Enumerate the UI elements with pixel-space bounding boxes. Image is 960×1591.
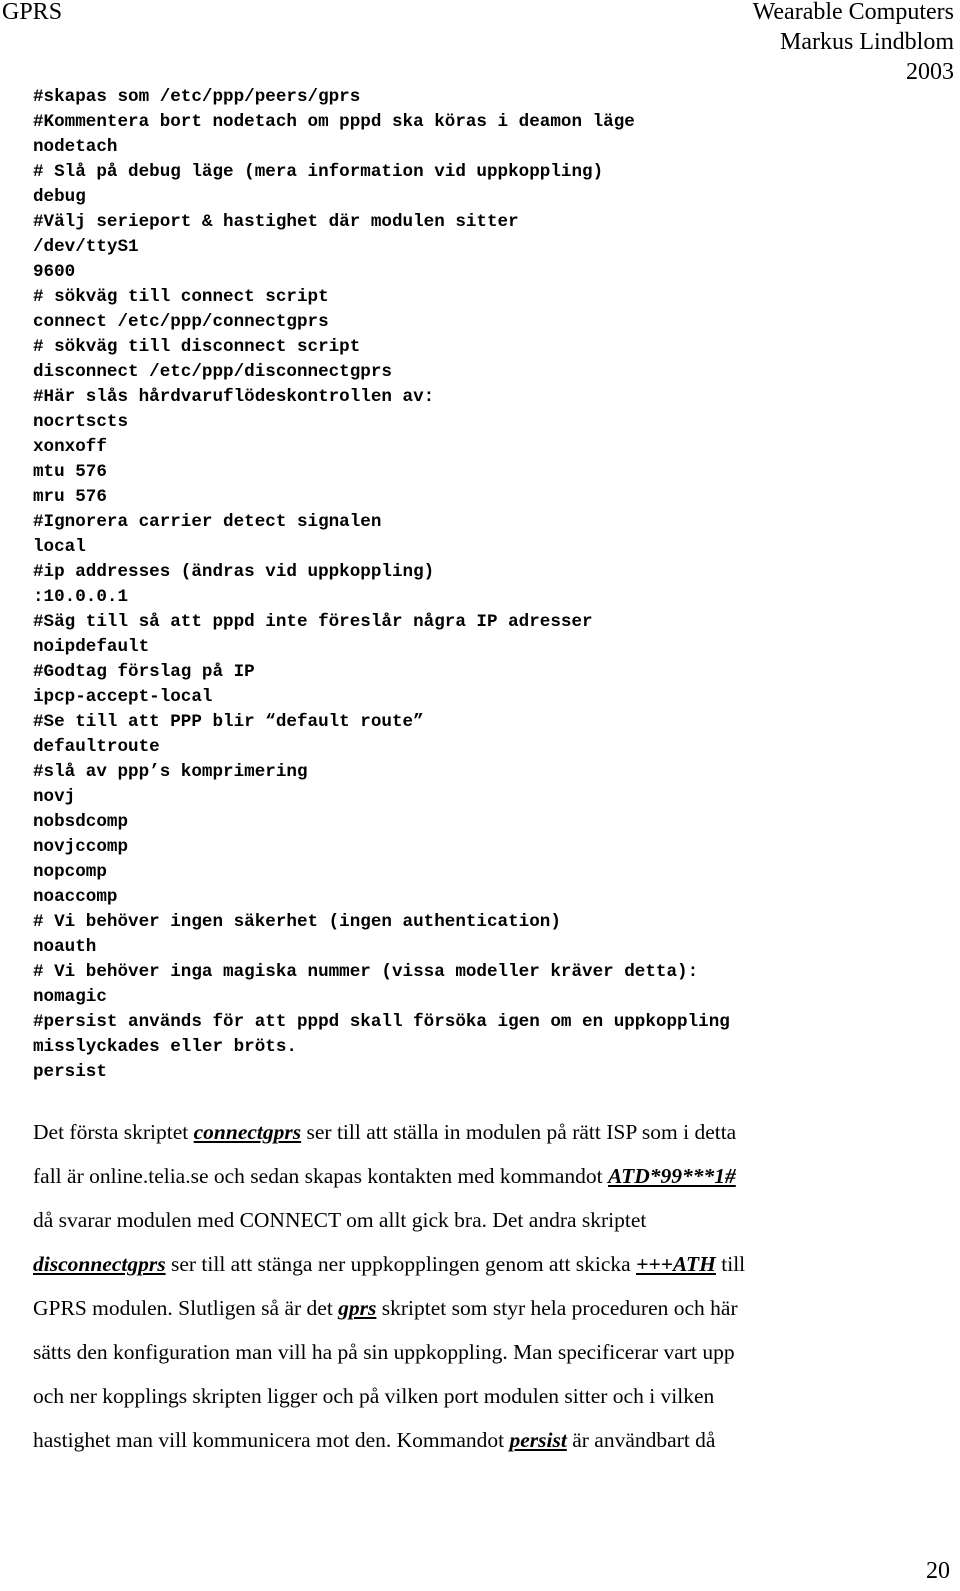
code-line: mtu 576 xyxy=(33,462,107,482)
code-line: #Här slås hårdvaruflödeskontrollen av: xyxy=(33,387,435,407)
code-line: # sökväg till disconnect script xyxy=(33,337,361,357)
code-line: 9600 xyxy=(33,262,76,282)
text-run: till xyxy=(715,1252,746,1276)
paragraph-line: då svarar modulen med CONNECT om allt gick bra. Det andra skriptet xyxy=(33,1208,647,1232)
config-code-block xyxy=(33,85,953,1085)
page-number: 20 xyxy=(926,1558,950,1584)
code-line: #Säg till så att pppd inte föreslår några IP adresser xyxy=(33,612,593,632)
code-line: noaccomp xyxy=(33,887,118,907)
paragraph-line xyxy=(33,1164,933,1208)
code-line: #persist används för att pppd skall försöka igen om en uppkoppling xyxy=(33,1012,730,1032)
code-line: #Välj serieport & hastighet där modulen sitter xyxy=(33,212,519,232)
paragraph-line: sätts den konfiguration man vill ha på sin uppkoppling. Man specificerar vart upp xyxy=(33,1340,735,1364)
code-line: mru 576 xyxy=(33,487,107,507)
text-run: fall är online.telia.se och sedan skapas kontakten med kommandot xyxy=(33,1164,608,1188)
code-line: nomagic xyxy=(33,987,107,1007)
header-author: Markus Lindblom xyxy=(780,29,954,55)
code-line: defaultroute xyxy=(33,737,160,757)
code-line: #Godtag förslag på IP xyxy=(33,662,255,682)
code-line: #Kommentera bort nodetach om pppd ska köras i deamon läge xyxy=(33,112,635,132)
code-line: noauth xyxy=(33,937,97,957)
code-line: disconnect /etc/ppp/disconnectgprs xyxy=(33,362,392,382)
code-line: noipdefault xyxy=(33,637,150,657)
code-line: #Ignorera carrier detect signalen xyxy=(33,512,382,532)
paragraph-line xyxy=(33,1120,933,1164)
code-line: persist xyxy=(33,1062,107,1082)
paragraph-line xyxy=(33,1252,933,1296)
text-run: GPRS modulen. Slutligen så är det xyxy=(33,1296,339,1320)
code-line: :10.0.0.1 xyxy=(33,587,129,607)
paragraph-line xyxy=(33,1296,933,1340)
code-line: nobsdcomp xyxy=(33,812,129,832)
code-line: #Se till att PPP blir “default route” xyxy=(33,712,424,732)
code-line: # sökväg till connect script xyxy=(33,287,329,307)
text-run: ser till att stänga ner uppkopplingen genom att skicka xyxy=(165,1252,637,1276)
code-line: novjccomp xyxy=(33,837,129,857)
text-run: ser till att ställa in modulen på rätt ISP som i detta xyxy=(301,1120,737,1144)
keyword-disconnectgprs: disconnectgprs xyxy=(33,1252,166,1276)
code-line: novj xyxy=(33,787,76,807)
keyword-gprs: gprs xyxy=(338,1296,377,1320)
code-line: ipcp-accept-local xyxy=(33,687,213,707)
code-line: nodetach xyxy=(33,137,118,157)
text-run: skriptet som styr hela proceduren och här xyxy=(376,1296,738,1320)
code-line: nopcomp xyxy=(33,862,107,882)
code-line: xonxoff xyxy=(33,437,107,457)
paragraph-line xyxy=(33,1428,933,1472)
code-line: #slå av ppp’s komprimering xyxy=(33,762,308,782)
code-line: nocrtscts xyxy=(33,412,129,432)
code-line: connect /etc/ppp/connectgprs xyxy=(33,312,329,332)
code-line: # Vi behöver inga magiska nummer (vissa modeller kräver detta): xyxy=(33,962,699,982)
keyword-connectgprs: connectgprs xyxy=(193,1120,302,1144)
code-line: /dev/ttyS1 xyxy=(33,237,139,257)
keyword-persist: persist xyxy=(509,1428,567,1452)
code-line: debug xyxy=(33,187,86,207)
code-line: misslyckades eller bröts. xyxy=(33,1037,297,1057)
code-line: # Slå på debug läge (mera information vid uppkoppling) xyxy=(33,162,604,182)
text-run: Det första skriptet xyxy=(33,1120,194,1144)
code-line: #ip addresses (ändras vid uppkoppling) xyxy=(33,562,435,582)
text-run: är användbart då xyxy=(566,1428,716,1452)
text-run: hastighet man vill kommunicera mot den. Kommandot xyxy=(33,1428,510,1452)
keyword-ath-command: +++ATH xyxy=(636,1252,716,1276)
code-line: #skapas som /etc/ppp/peers/gprs xyxy=(33,87,361,107)
body-paragraph xyxy=(33,1120,933,1472)
header-year: 2003 xyxy=(906,59,954,85)
code-line: # Vi behöver ingen säkerhet (ingen authentication) xyxy=(33,912,561,932)
header-title: GPRS xyxy=(2,0,63,25)
code-line: local xyxy=(33,537,86,557)
keyword-atd-command: ATD*99***1# xyxy=(607,1164,736,1188)
paragraph-line: och ner kopplings skripten ligger och på vilken port modulen sitter och i vilken xyxy=(33,1384,715,1408)
header-course: Wearable Computers xyxy=(752,0,954,25)
